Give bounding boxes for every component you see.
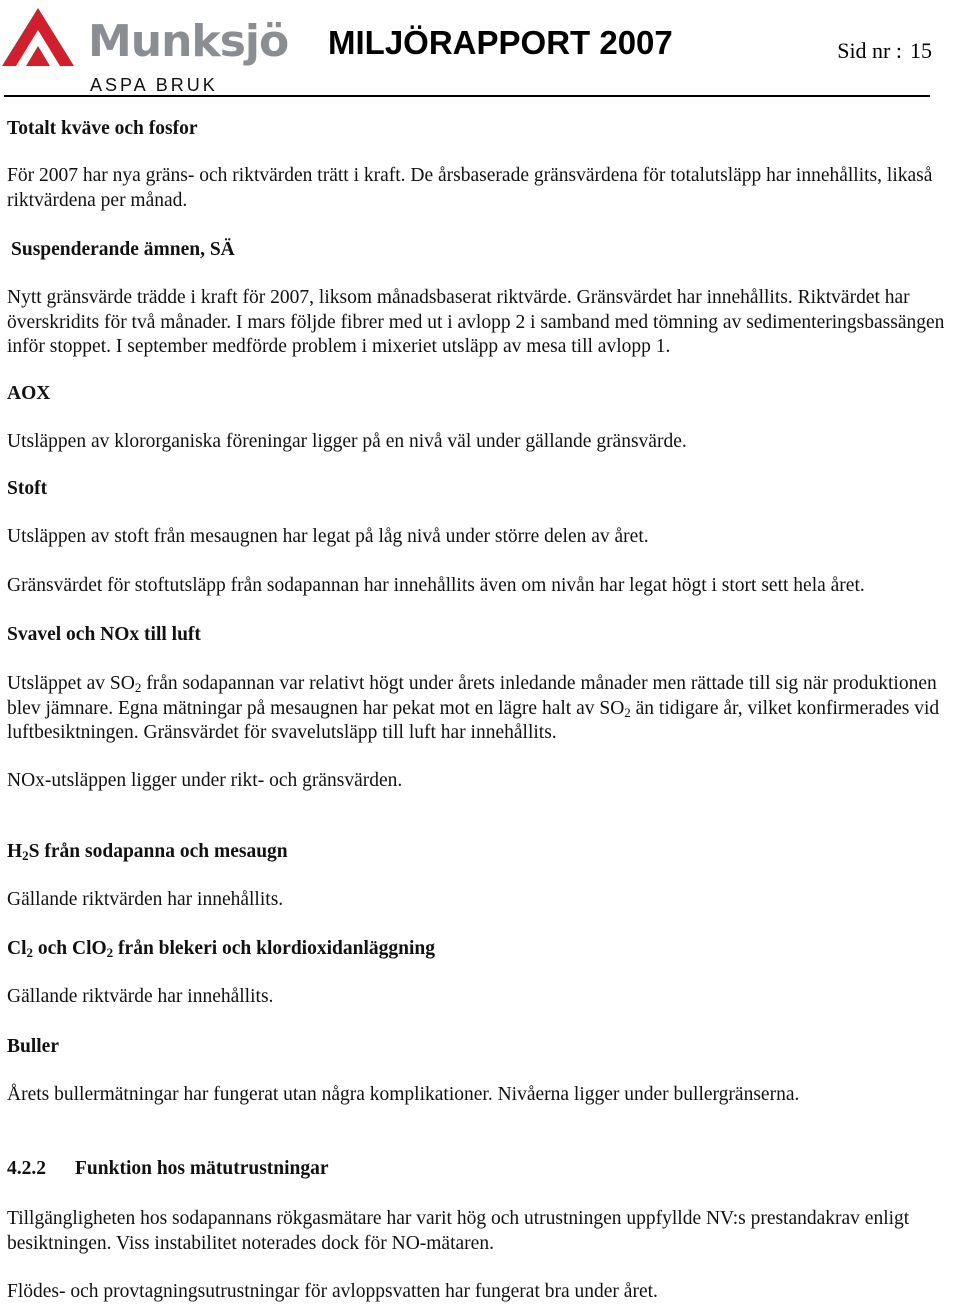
company-logo — [0, 2, 289, 95]
cl2-sub-2: 2 — [106, 945, 114, 960]
cl2-sub-1: 2 — [26, 945, 33, 960]
h2s-text-b: S från sodapanna och mesaugn — [28, 841, 288, 862]
paragraph-suspenderande: Nytt gränsvärde trädde i kraft för 2007, liksom månadsbaserat riktvärde. Gränsvärdet har innehållits. Riktvärdet har överskridits för två månader. I mars följde fibrer med ut i avlopp 2 i samband med tömning av sedimenteringsbassängen inför stoppet. I september medförde problem i mixeriet utsläpp av mesa till avlopp 1. — [7, 287, 945, 357]
heading-suspenderande: Suspenderande ämnen, SÄ — [11, 239, 235, 260]
svavel-text-c: än tidigare år, vilket konfirmerades vid luftbesiktningen. Gränsvärdet för svavelutsläpp till luft har innehållits. — [7, 697, 940, 743]
heading-h2s — [7, 840, 957, 865]
h2s-text-a: H — [7, 841, 23, 862]
paragraph-buller: Årets bullermätningar har fungerat utan några komplikationer. Nivåerna ligger under bullergränserna. — [7, 1084, 800, 1105]
paragraph-matutrustning-2: Flödes- och provtagningsutrustningar för avloppsvatten har fungerat bra under året. — [7, 1281, 658, 1302]
logo-mark-icon — [2, 6, 74, 66]
svavel-sub-2: 2 — [624, 704, 631, 720]
cl2-text-b: och ClO — [33, 938, 107, 959]
h2s-sub: 2 — [22, 848, 29, 863]
report-title: MILJÖRAPPORT 2007 — [328, 24, 673, 61]
heading-matutrustningar — [7, 1157, 957, 1182]
svavel-sub-1: 2 — [134, 680, 142, 695]
paragraph-aox: Utsläppen av klororganiska föreningar ligger på en nivå väl under gällande gränsvärde. — [7, 431, 687, 452]
heading-buller: Buller — [7, 1036, 59, 1057]
heading-kvave-fosfor: Totalt kväve och fosfor — [7, 118, 198, 139]
heading-aox: AOX — [7, 383, 51, 404]
heading-cl2-clo2 — [7, 937, 957, 962]
cl2-text-c: från blekeri och klordioxidanläggning — [113, 938, 435, 959]
logo-subtitle: ASPA BRUK — [90, 75, 218, 95]
section-number: 4.2.2 — [7, 1158, 46, 1179]
heading-svavel-nox: Svavel och NOx till luft — [7, 624, 201, 645]
paragraph-nox: NOx-utsläppen ligger under rikt- och gränsvärden. — [7, 770, 403, 791]
svavel-text-a: Utsläppet av SO — [7, 673, 135, 694]
paragraph-kvave: För 2007 har nya gräns- och riktvärden trätt i kraft. De årsbaserade gränsvärdena för totalutsläpp har innehållits, likaså riktvärdena per månad. — [7, 165, 933, 211]
page-number-label — [837, 40, 932, 62]
page-number: 15 — [910, 38, 932, 63]
logo-wordmark: Munksjö — [88, 16, 289, 67]
cl2-text-a: Cl — [7, 938, 27, 959]
svavel-text-b: från sodapannan var relativt högt under årets inledande månader men rättade till sig när produktionen blev jämnare. Egna mätningar på mesaugnen har pekat mot en lägre halt av SO — [7, 673, 937, 719]
paragraph-h2s: Gällande riktvärden har innehållits. — [7, 889, 284, 910]
header-rule — [4, 95, 930, 97]
paragraph-stoft-2: Gränsvärdet för stoftutsläpp från sodapannan har innehållits även om nivån har legat högt i stort sett hela året. — [7, 575, 865, 596]
page-label: Sid nr : — [837, 38, 902, 63]
section-title: Funktion hos mätutrustningar — [75, 1158, 329, 1179]
paragraph-stoft-1: Utsläppen av stoft från mesaugnen har legat på låg nivå under större delen av året. — [7, 526, 649, 547]
heading-stoft: Stoft — [7, 478, 48, 499]
paragraph-matutrustning-1: Tillgängligheten hos sodapannans rökgasmätare har varit hög och utrustningen uppfyllde NV:s prestandakrav enligt besiktningen. Viss instabilitet noterades dock för NO-mätaren. — [7, 1208, 910, 1254]
paragraph-svavel — [7, 672, 957, 746]
paragraph-cl2: Gällande riktvärde har innehållits. — [7, 986, 274, 1007]
